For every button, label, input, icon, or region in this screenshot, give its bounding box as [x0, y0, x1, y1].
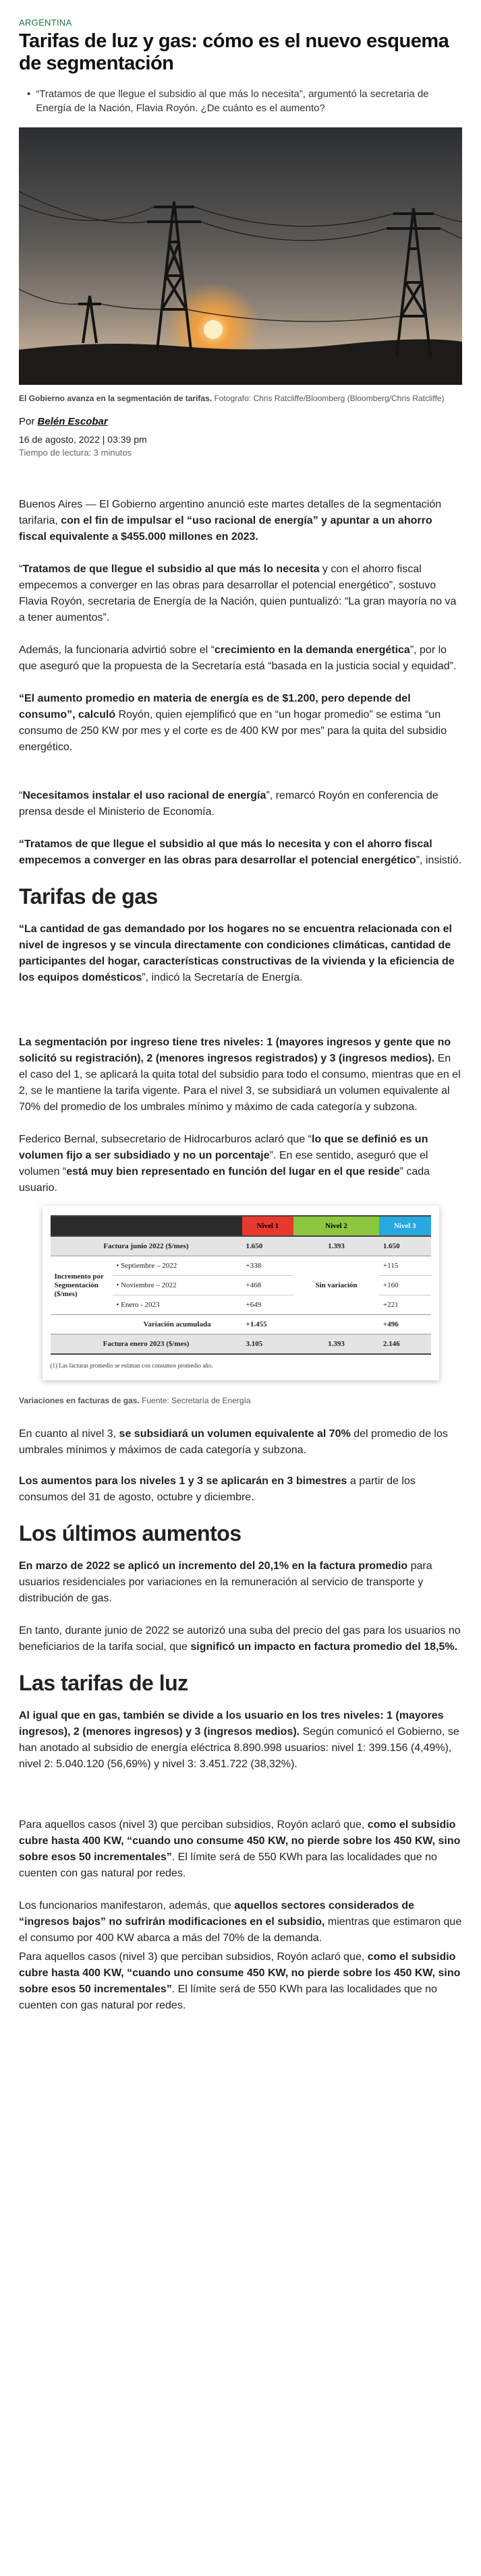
article-body	[19, 497, 462, 2027]
paragraph: En marzo de 2022 se aplicó un incremento del 20,1% en la factura promedio para usuarios residenciales por variaciones en la remuneración al servicio de transporte y distribución de gas.	[19, 1560, 432, 1604]
table-row: • Enero - 2023 +649 +221	[116, 1301, 399, 1309]
byline	[19, 416, 462, 427]
paragraph: “El aumento promedio en materia de energía es de $1.200, pero depende del consumo”, calculó Royón, quien ejemplificó que en “un hogar promedio” se estima “un consumo de 250 KW por mes y el corte es de 400 KW por mes” para la quita del subsidio energético.	[19, 693, 447, 753]
paragraph: Además, la funcionaria advirtió sobre el “crecimiento en la demanda energética”, por lo que aseguró que la propuesta de la Secretaría está “basada en la justicia social y equidad”.	[19, 644, 457, 672]
section-label[interactable]: ARGENTINA	[19, 18, 72, 28]
table-note: (1) Las facturas promedio se estiman con consumos promedio año.	[50, 1362, 213, 1369]
image-caption-bold: El Gobierno avanza en la segmentación de tarifas.	[19, 394, 213, 403]
paragraph: Los funcionarios manifestaron, además, que aquellos sectores considerados de “ingresos bajos” no sufrirán modificaciones en el subsidio, mientras que estimaron que el consumo por 400 KW abarca a más del 70% de la demanda.	[19, 1900, 462, 1944]
paragraph: Buenos Aires — El Gobierno argentino anunció este martes detalles de la segmentación tarifaria, con el fin de impulsar el “uso racional de energía” y apuntar a un ahorro fiscal equivalente a $455.000 millones en 2023.	[19, 499, 442, 543]
header-nivel-1: Nivel 1	[242, 1216, 294, 1236]
section-heading-gas: Tarifas de gas	[19, 884, 158, 909]
figure-caption: Variaciones en facturas de gas. Fuente: Secretaría de Energía	[19, 1396, 251, 1405]
header-nivel-3: Nivel 3	[379, 1216, 431, 1236]
header-nivel-2: Nivel 2	[293, 1216, 379, 1236]
author-link[interactable]: Belén Escobar	[37, 416, 108, 427]
paragraph: Al igual que en gas, también se divide a los usuario en los tres niveles: 1 (mayores ingresos), 2 (menores ingresos) y 3 (ingresos medios). Según comunicó el Gobierno, se han anotado al subsidio de energía eléctrica 8.890.998 usuarios: nivel 1: 399.156 (4,49%), nivel 2: 5.040.120 (56,69%) y nivel 3: 3.451.722 (38,32%).	[19, 1710, 459, 1770]
table-row: Variación acumulada +1.455 +496	[51, 1315, 431, 1335]
gas-bill-table-image[interactable]	[43, 1206, 439, 1380]
paragraph: “Tratamos de que llegue el subsidio al que más lo necesita y con el ahorro fiscal empecemos a converger en las obras para desarrollar el potencial energético”, insistió.	[19, 838, 462, 866]
section-heading-luz: Las tarifas de luz	[19, 1671, 188, 1695]
sin-variacion: Sin variación	[315, 1281, 358, 1289]
table-row: Factura enero 2023 ($/mes) 3.105 1.393 2.146	[51, 1335, 431, 1355]
paragraph: En cuanto al nivel 3, se subsidiará un volumen equivalente al 70% del promedio de los umbrales mínimos y máximos de cada categoría y subzona.	[19, 1428, 448, 1456]
power-lines-photo	[19, 127, 462, 385]
section-heading-ultimos: Los últimos aumentos	[19, 1521, 242, 1545]
byline-prefix: Por	[19, 416, 35, 427]
image-caption-credit: Fotografo: Chris Ratcliffe/Bloomberg (Bloomberg/Chris Ratcliffe)	[214, 394, 445, 403]
bullet-icon: •	[27, 88, 31, 100]
paragraph: Para aquellos casos (nivel 3) que perciban subsidios, Royón aclaró que, como el subsidio cubre hasta 400 KW, “cuando uno consume 450 KW, no pierde sobre los 450 KW, sino sobre esos 50 incrementales”. El límite será de 550 KWh para las localidades que no cuenten con gas natural por redes.	[19, 1951, 461, 2011]
paragraph: En tanto, durante junio de 2022 se autorizó una suba del precio del gas para los usuarios no beneficiarios de la tarifa social, que significó un impacto en factura promedio del 18,5%.	[19, 1625, 461, 1653]
group-label: Incremento por Segmentación ($/mes)	[54, 1272, 104, 1298]
paragraph: Para aquellos casos (nivel 3) que perciban subsidios, Royón aclaró que, como el subsidio cubre hasta 400 KW, “cuando uno consume 450 KW, no pierde sobre los 450 KW, sino sobre esos 50 incrementales”. El límite será de 550 KWh para las localidades que no cuenten con gas natural por redes.	[19, 1819, 461, 1879]
paragraph: La segmentación por ingreso tiene tres niveles: 1 (mayores ingresos y gente que no solicitó su registración), 2 (menores ingresos registrados) y 3 (ingresos medios). En el caso del 1, se aplicará la quita total del subsidio para todo el consumo, mientras que en el 2, se le mantiene la tarifa vigente. Para el nivel 3, se subsidiará un volumen equivalente al 70% del promedio de los umbrales mínimo y máximo de cada categoría y subzona.	[19, 1037, 461, 1113]
paragraph: “La cantidad de gas demandado por los hogares no se encuentra relacionada con el nivel de ingresos y se vincula directamente con condiciones climáticas, cantidad de participantes del hogar, características constructivas de la vivienda y la eficiencia de los equipos domésticos”, indicó la Secretaría de Energía.	[19, 923, 455, 983]
read-time: Tiempo de lectura: 3 minutos	[19, 448, 132, 458]
table-row: • Noviembre – 2022 +468 +160	[51, 1276, 431, 1295]
paragraph: “Tratamos de que llegue el subsidio al que más lo necesita y con el ahorro fiscal empecemos a converger en las obras para desarrollar el potencial energético”, sostuvo Flavia Royón, secretaria de Energía de la Nación, quien puntualizó: “La gran mayoría no va a tener aumentos”.	[19, 563, 457, 623]
gas-bill-table	[51, 1215, 431, 1355]
image-caption	[19, 393, 451, 404]
paragraph: Federico Bernal, subsecretario de Hidrocarburos aclaró que “lo que se definió es un volumen fijo a ser subsidiado y no un porcentaje”. En ese sentido, aseguró que el volumen “está muy bien representado en función del lugar en el que reside” cada usuario.	[19, 1134, 430, 1194]
hero-image[interactable]	[19, 127, 462, 385]
headline: Tarifas de luz y gas: cómo es el nuevo esquema de segmentación	[19, 30, 449, 74]
publish-date: 16 de agosto, 2022 | 03:39 pm	[19, 434, 147, 445]
table-row: Factura junio 2022 ($/mes) 1.650 1.393 1.650	[51, 1236, 431, 1256]
paragraph: “Necesitamos instalar el uso racional de energía”, remarcó Royón en conferencia de prensa desde el Ministerio de Economía.	[19, 790, 438, 818]
subheadline-text: “Tratamos de que llegue el subsidio al que más lo necesita”, argumentó la secretaria de Energía de la Nación, Flavia Royón. ¿De cuánto es el aumento?	[36, 88, 429, 114]
table-row: Incremento por Segmentación ($/mes) • Septiembre – 2022 +338 Sin variación +115	[51, 1256, 431, 1276]
paragraph: Los aumentos para los niveles 1 y 3 se aplicarán en 3 bimestres a partir de los consumos del 31 de agosto, octubre y diciembre.	[19, 1475, 416, 1503]
subheadline	[27, 87, 462, 115]
